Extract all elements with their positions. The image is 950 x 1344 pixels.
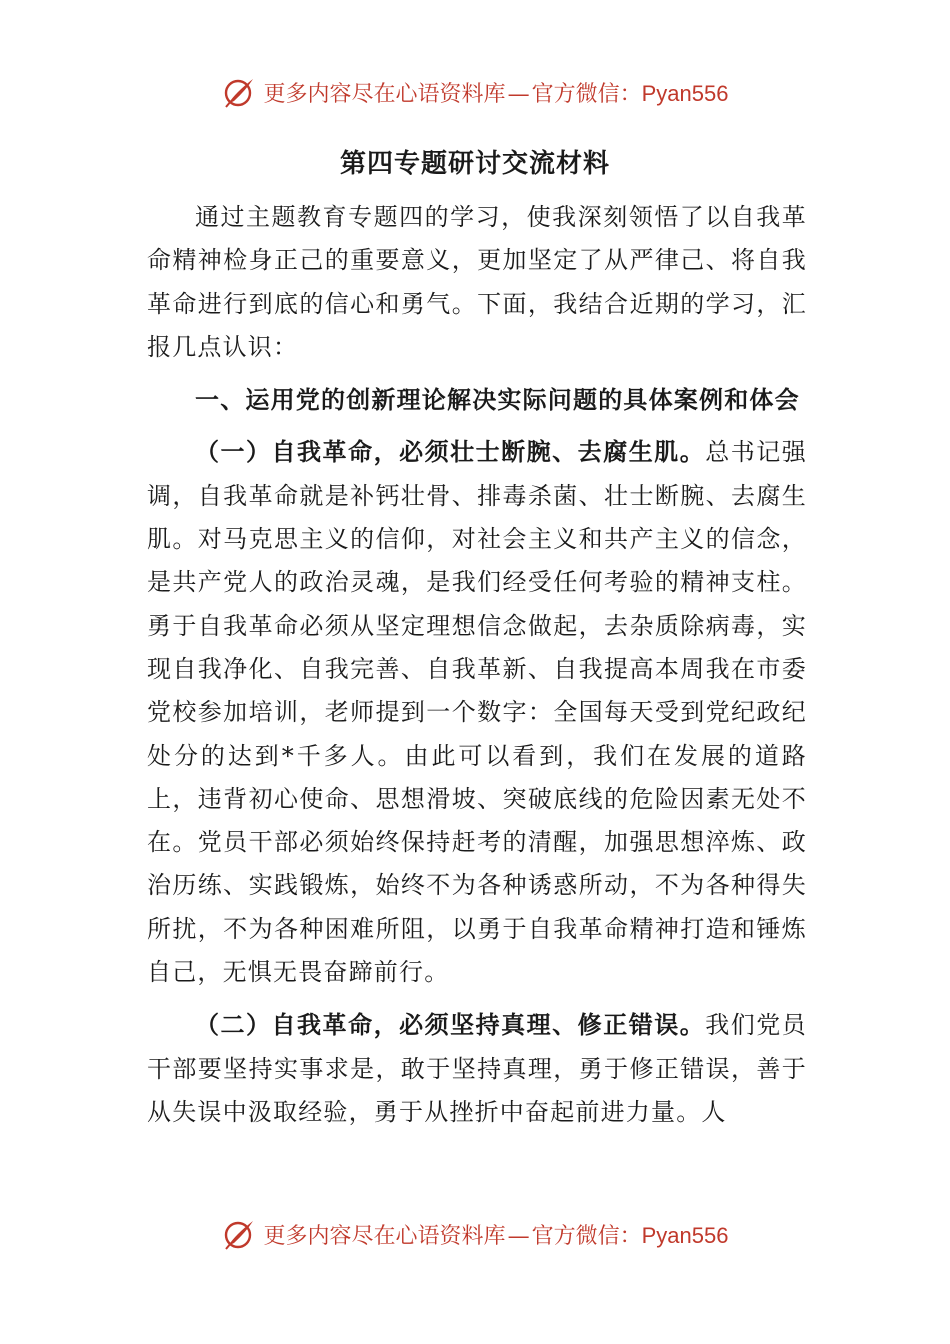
quill-logo-icon: [222, 74, 258, 110]
watermark-site: 更多内容尽在心语资料库: [263, 1223, 506, 1249]
subsection-1-body: 总书记强调，自我革命就是补钙壮骨、排毒杀菌、壮士断腕、去腐生肌。对马克思主义的信仰，对社会主义和共产主义的信念，是共产党人的政治灵魂，是我们经受任何考验的精神支柱。勇于自我革命必须从坚定理想信念做起，去杂质除病毒，实现自我净化、自我完善、自我革新、自我提高本周我在市委党校参加培训，老师提到一个数字：全国每天受到党纪政纪处分的达到*千多人。由此可以看到，我们在发展的道路上，违背初心使命、思想滑坡、突破底线的危险因素无处不在。党员干部必须始终保持赶考的清醒，加强思想淬炼、政治历练、实践锻炼，始终不为各种诱惑所动，不为各种得失所扰，不为各种困难所阻，以勇于自我革命精神打造和锤炼自己，无惧无畏奋蹄前行。: [147, 438, 807, 987]
document-body: [147, 196, 807, 1143]
watermark-banner-top: [0, 72, 950, 112]
watermark-wechat: Pyan556: [641, 1222, 729, 1248]
document-title: 第四专题研讨交流材料: [339, 149, 610, 179]
subsection-2-heading: （二）自我革命，必须坚持真理、修正错误。: [195, 1010, 706, 1040]
quill-logo-icon: [222, 1216, 258, 1252]
subsection-1-heading: （一）自我革命，必须壮士断腕、去腐生肌。: [195, 437, 706, 467]
intro-paragraph: 通过主题教育专题四的学习，使我深刻领悟了以自我革命精神检身正己的重要意义，更加坚定了从严律己、将自我革命进行到底的信心和勇气。下面，我结合近期的学习，汇报几点认识：: [147, 203, 807, 361]
watermark-label: 官方微信：: [531, 81, 642, 107]
watermark-text: [264, 77, 729, 108]
watermark-site: 更多内容尽在心语资料库: [263, 81, 506, 107]
subsection-2-paragraph: [147, 1003, 807, 1134]
watermark-text: [264, 1219, 729, 1250]
watermark-banner-bottom: [0, 1214, 950, 1254]
section-1-heading: 一、运用党的创新理论解决实际问题的具体案例和体会: [195, 385, 800, 415]
watermark-label: 官方微信：: [531, 1223, 642, 1249]
subsection-2-body: 我们党员干部要坚持实事求是，敢于坚持真理，勇于修正错误，善于从失误中汲取经验，勇于从挫折中奋起前进力量。人: [147, 1011, 807, 1126]
watermark-dash: —: [507, 81, 530, 107]
watermark-dash: —: [507, 1223, 530, 1249]
watermark-wechat: Pyan556: [641, 80, 729, 106]
subsection-1-paragraph: [147, 430, 807, 994]
